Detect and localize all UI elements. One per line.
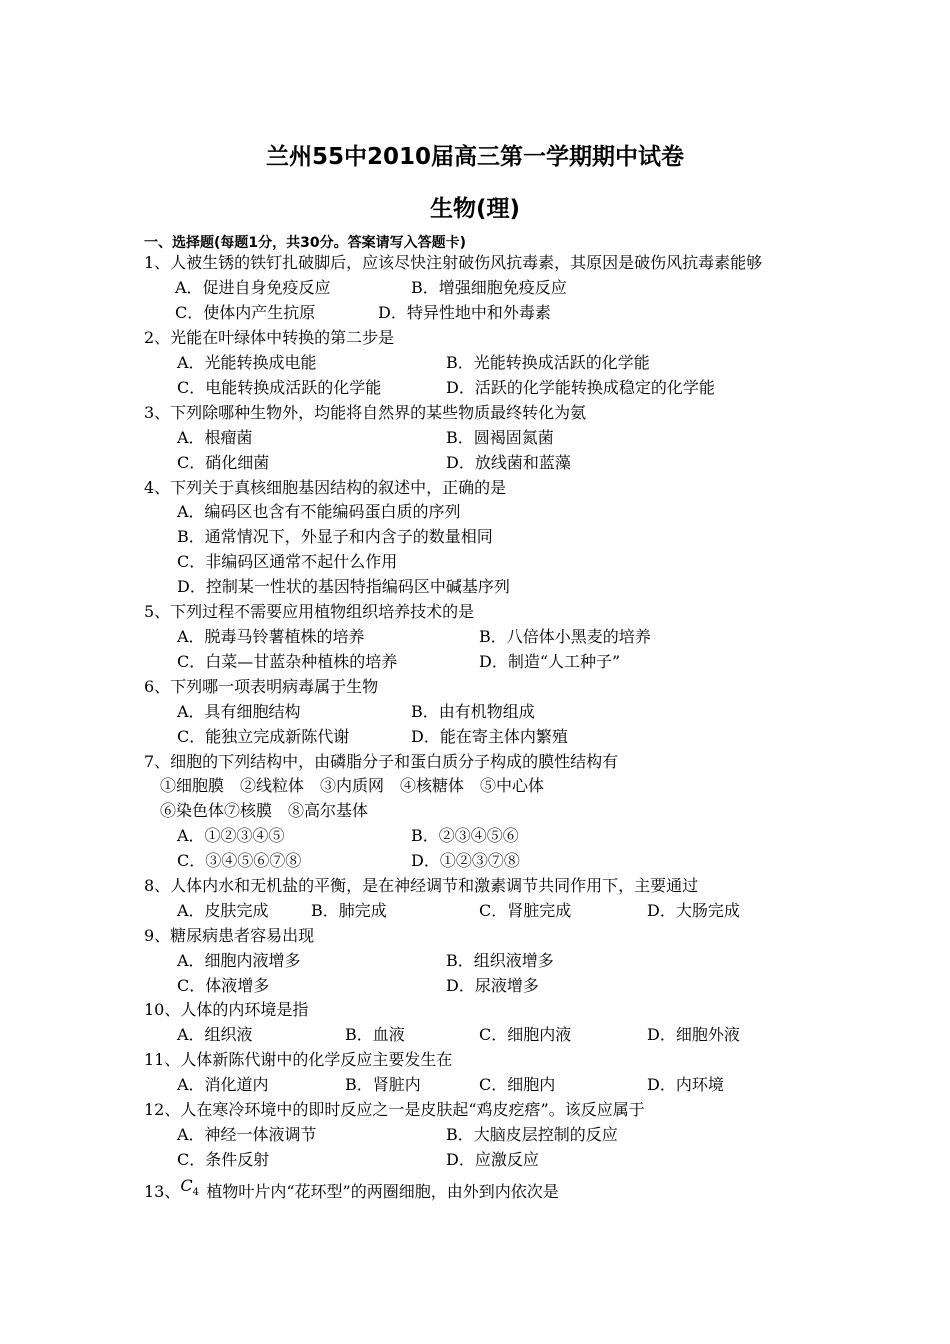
option-a: A．脱毒马铃薯植株的培养 xyxy=(177,627,365,646)
option-d: D．控制某一性状的基因特指编码区中碱基序列 xyxy=(177,577,510,596)
question-text: 2、光能在叶绿体中转换的第二步是 xyxy=(144,328,395,347)
option-d: D．制造“人工种子” xyxy=(479,652,621,671)
option-d: D．细胞外液 xyxy=(647,1025,740,1044)
option-c: C．③④⑤⑥⑦⑧ xyxy=(177,851,302,870)
question-text: 11、人体新陈代谢中的化学反应主要发生在 xyxy=(144,1050,453,1069)
question-4-option-a xyxy=(0,502,950,527)
option-b: B．②③④⑤⑥ xyxy=(411,826,519,845)
question-body: 植物叶片内“花环型”的两圈细胞，由外到内依次是 xyxy=(206,1182,559,1201)
question-8-stem xyxy=(0,876,950,901)
question-3-options-row-1 xyxy=(0,428,950,453)
option-a: A．根瘤菌 xyxy=(177,428,253,447)
c4-letter: C xyxy=(180,1176,193,1195)
option-c: C．体液增多 xyxy=(177,976,270,995)
question-text xyxy=(144,1176,559,1205)
question-text: 10、人体的内环境是指 xyxy=(144,1000,309,1019)
question-9-options-row-1 xyxy=(0,951,950,976)
question-4-option-b xyxy=(0,527,950,552)
c4-subscript: 4 xyxy=(192,1187,199,1198)
question-11-options xyxy=(0,1075,950,1100)
option-d: D．活跃的化学能转换成稳定的化学能 xyxy=(446,378,715,397)
question-6-options-row-2 xyxy=(0,727,950,752)
option-a: A．组织液 xyxy=(177,1025,253,1044)
question-7-options-row-1 xyxy=(0,826,950,851)
question-text: 4、下列关于真核细胞基因结构的叙述中，正确的是 xyxy=(144,478,507,497)
question-10-options xyxy=(0,1025,950,1050)
option-a: A．皮肤完成 xyxy=(177,901,269,920)
question-7-items-row-2 xyxy=(0,801,950,826)
option-c: C．使体内产生抗原 xyxy=(175,303,316,322)
question-8-options xyxy=(0,901,950,926)
option-d: D．内环境 xyxy=(647,1075,724,1094)
structure-list: ⑥染色体⑦核膜 ⑧高尔基体 xyxy=(160,801,369,820)
question-7-stem xyxy=(0,752,950,777)
question-number: 13、 xyxy=(144,1182,181,1201)
option-c: C．非编码区通常不起什么作用 xyxy=(177,552,398,571)
question-11-stem xyxy=(0,1050,950,1075)
option-b: B．圆褐固氮菌 xyxy=(446,428,554,447)
question-4-option-d xyxy=(0,577,950,602)
option-a: A．神经一体液调节 xyxy=(177,1125,317,1144)
question-12-stem xyxy=(0,1100,950,1125)
option-d: D．能在寄主体内繁殖 xyxy=(411,727,568,746)
option-a: A．①②③④⑤ xyxy=(177,826,285,845)
question-12-options-row-2 xyxy=(0,1150,950,1175)
option-b: B．增强细胞免疫反应 xyxy=(411,278,567,297)
option-b: B．肾脏内 xyxy=(345,1075,421,1094)
question-7-items-row-1 xyxy=(0,776,950,801)
question-3-stem xyxy=(0,403,950,428)
question-text: 7、细胞的下列结构中，由磷脂分子和蛋白质分子构成的膜性结构有 xyxy=(144,752,619,771)
question-4-stem xyxy=(0,478,950,503)
question-5-options-row-2 xyxy=(0,652,950,677)
question-7-options-row-2 xyxy=(0,851,950,876)
option-b: B．肺完成 xyxy=(311,901,387,920)
option-d: D．特异性地中和外毒素 xyxy=(378,303,551,322)
option-d: D．大肠完成 xyxy=(647,901,740,920)
question-9-stem xyxy=(0,926,950,951)
option-d: D．尿液增多 xyxy=(446,976,539,995)
question-6-options-row-1 xyxy=(0,702,950,727)
option-c: C．电能转换成活跃的化学能 xyxy=(177,378,382,397)
option-a: A．消化道内 xyxy=(177,1075,269,1094)
option-c: C．细胞内液 xyxy=(479,1025,572,1044)
question-10-stem xyxy=(0,1000,950,1025)
question-text: 5、下列过程不需要应用植物组织培养技术的是 xyxy=(144,602,475,621)
question-13-stem xyxy=(0,1176,950,1207)
question-1-options-row-1 xyxy=(0,278,950,303)
question-4-option-c xyxy=(0,552,950,577)
question-text: 6、下列哪一项表明病毒属于生物 xyxy=(144,677,379,696)
question-text: 12、人在寒冷环境中的即时反应之一是皮肤起“鸡皮疙瘩”。该反应属于 xyxy=(144,1100,645,1119)
option-c: C．细胞内 xyxy=(479,1075,556,1094)
question-5-stem xyxy=(0,602,950,627)
option-c: C．肾脏完成 xyxy=(479,901,572,920)
question-1-stem xyxy=(0,253,950,278)
question-text: 8、人体内水和无机盐的平衡，是在神经调节和激素调节共同作用下，主要通过 xyxy=(144,876,699,895)
question-6-stem xyxy=(0,677,950,702)
question-1-options-row-2 xyxy=(0,303,950,328)
section-heading: 一、选择题(每题1分，共30分。答案请写入答题卡) xyxy=(144,235,467,251)
exam-title: 兰州55中2010届高三第一学期期中试卷 xyxy=(265,144,685,170)
question-9-options-row-2 xyxy=(0,976,950,1001)
option-b: B．通常情况下，外显子和内含子的数量相同 xyxy=(177,527,493,546)
option-a: A．促进自身免疫反应 xyxy=(175,278,331,297)
structure-list: ①细胞膜 ②线粒体 ③内质网 ④核糖体 ⑤中心体 xyxy=(160,776,545,795)
option-d: D．①②③⑦⑧ xyxy=(411,851,520,870)
question-text: 1、人被生锈的铁钉扎破脚后，应该尽快注射破伤风抗毒素，其原因是破伤风抗毒素能够 xyxy=(144,253,763,272)
exam-subtitle: 生物(理) xyxy=(429,196,521,222)
question-2-options-row-2 xyxy=(0,378,950,403)
option-c: C．能独立完成新陈代谢 xyxy=(177,727,350,746)
question-2-stem xyxy=(0,328,950,353)
option-c: C．硝化细菌 xyxy=(177,453,270,472)
question-text: 9、糖尿病患者容易出现 xyxy=(144,926,315,945)
question-5-options-row-1 xyxy=(0,627,950,652)
option-c: C．条件反射 xyxy=(177,1150,270,1169)
question-text: 3、下列除哪种生物外，均能将自然界的某些物质最终转化为氨 xyxy=(144,403,587,422)
option-b: B．血液 xyxy=(345,1025,405,1044)
question-2-options-row-1 xyxy=(0,353,950,378)
option-a: A．编码区也含有不能编码蛋白质的序列 xyxy=(177,502,461,521)
question-12-options-row-1 xyxy=(0,1125,950,1150)
option-a: A．具有细胞结构 xyxy=(177,702,301,721)
option-b: B．组织液增多 xyxy=(446,951,554,970)
option-d: D．放线菌和蓝藻 xyxy=(446,453,571,472)
option-b: B．八倍体小黑麦的培养 xyxy=(479,627,651,646)
option-b: B．大脑皮层控制的反应 xyxy=(446,1125,618,1144)
option-d: D．应激反应 xyxy=(446,1150,539,1169)
question-3-options-row-2 xyxy=(0,453,950,478)
option-b: B．由有机物组成 xyxy=(411,702,535,721)
option-a: A．光能转换成电能 xyxy=(177,353,317,372)
option-a: A．细胞内液增多 xyxy=(177,951,301,970)
option-b: B．光能转换成活跃的化学能 xyxy=(446,353,650,372)
option-c: C．白菜—甘蓝杂种植株的培养 xyxy=(177,652,398,671)
c4-symbol xyxy=(180,1176,206,1205)
